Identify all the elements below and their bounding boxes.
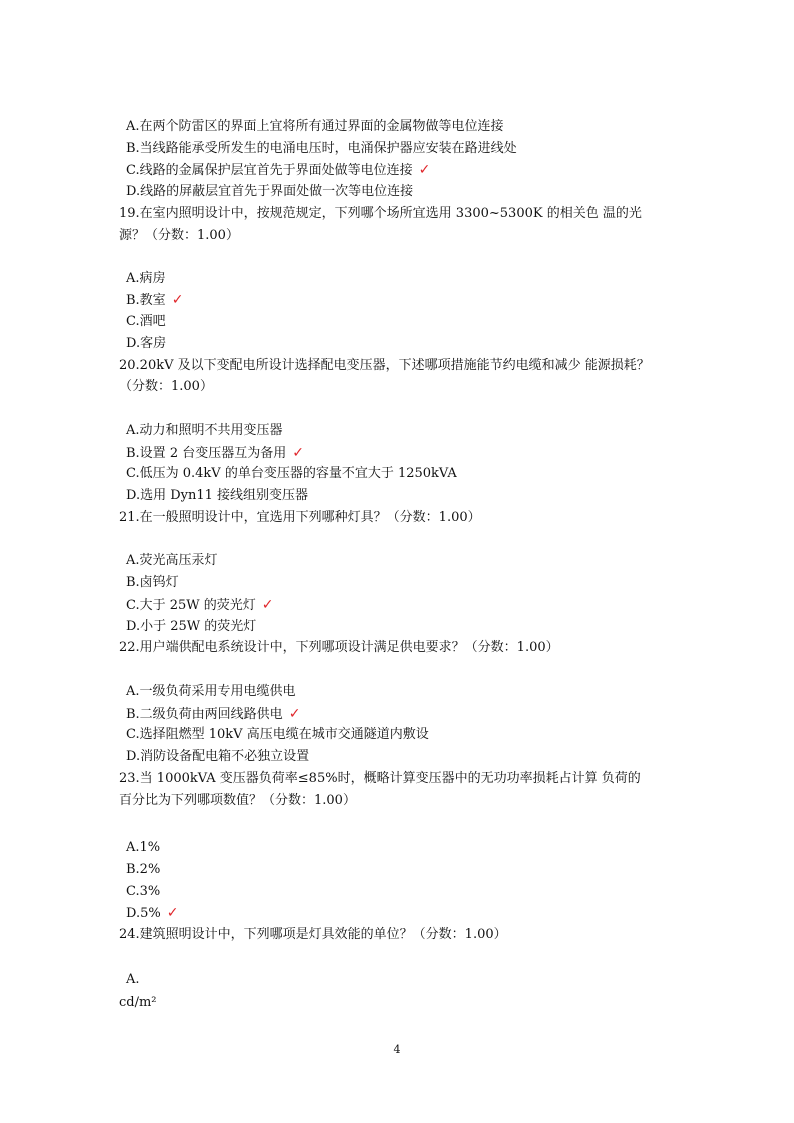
q24-option-a-label: A. bbox=[126, 972, 140, 987]
q23-question-line1: 23.当 1000kVA 变压器负荷率≤85%时，概略计算变压器中的无功功率损耗占计算 负荷的 bbox=[119, 771, 641, 786]
q19-question-line2: 源？（分数：1.00） bbox=[119, 228, 239, 243]
q23-option-a: A.1% bbox=[126, 840, 161, 855]
q23-option-b: B.2% bbox=[126, 862, 161, 877]
q22-option-d: D.消防设备配电箱不必独立设置 bbox=[126, 749, 310, 764]
q18-option-b: B.当线路能承受所发生的电涌电压时，电涌保护器应安装在路进线处 bbox=[126, 141, 517, 156]
q22-option-a: A.一级负荷采用专用电缆供电 bbox=[126, 684, 296, 699]
q19-option-a: A.病房 bbox=[126, 271, 166, 286]
q23-option-d: D.5% ✓ bbox=[126, 905, 179, 921]
q19-option-c: C.酒吧 bbox=[126, 314, 166, 329]
check-mark-icon: ✓ bbox=[261, 597, 274, 613]
q21-option-d: D.小于 25W 的荧光灯 bbox=[126, 619, 257, 634]
q20-option-a: A.动力和照明不共用变压器 bbox=[126, 423, 283, 438]
q18-option-d: D.线路的屏蔽层宜首先于界面处做一次等电位连接 bbox=[126, 184, 414, 199]
q23-question-line2: 百分比为下列哪项数值？（分数：1.00） bbox=[119, 793, 356, 808]
q20-option-b: B.设置 2 台变压器互为备用 ✓ bbox=[126, 445, 304, 461]
q22-question-line1: 22.用户端供配电系统设计中，下列哪项设计满足供电要求？（分数：1.00） bbox=[119, 640, 559, 655]
q19-question-line1: 19.在室内照明设计中，按规范规定，下列哪个场所宜选用 3300~5300K 的相关色 温的光 bbox=[119, 206, 642, 221]
q19-option-b: B.教室 ✓ bbox=[126, 292, 184, 308]
q20-question-line2: （分数：1.00） bbox=[119, 379, 213, 394]
q24-option-a-value: cd/m² bbox=[119, 995, 157, 1010]
q21-option-b: B.卤钨灯 bbox=[126, 575, 179, 590]
q23-option-c: C.3% bbox=[126, 884, 161, 899]
q20-option-d: D.选用 Dyn11 接线组别变压器 bbox=[126, 488, 309, 503]
q20-question-line1: 20.20kV 及以下变配电所设计选择配电变压器，下述哪项措施能节约电缆和减少 能源损耗？ bbox=[119, 358, 650, 373]
q18-option-c: C.线路的金属保护层宜首先于界面处做等电位连接 ✓ bbox=[126, 162, 431, 178]
check-mark-icon: ✓ bbox=[166, 905, 179, 921]
q21-option-c: C.大于 25W 的荧光灯 ✓ bbox=[126, 597, 274, 613]
q18-option-a: A.在两个防雷区的界面上宜将所有通过界面的金属物做等电位连接 bbox=[126, 119, 504, 134]
q22-option-b: B.二级负荷由两回线路供电 ✓ bbox=[126, 706, 301, 722]
q22-option-c: C.选择阻燃型 10kV 高压电缆在城市交通隧道内敷设 bbox=[126, 727, 429, 742]
check-mark-icon: ✓ bbox=[292, 445, 304, 461]
page-number: 4 bbox=[393, 1043, 401, 1056]
check-mark-icon: ✓ bbox=[288, 706, 301, 722]
q21-question-line1: 21.在一般照明设计中，宜选用下列哪种灯具？（分数：1.00） bbox=[119, 510, 481, 525]
q24-question-line1: 24.建筑照明设计中，下列哪项是灯具效能的单位？（分数：1.00） bbox=[119, 927, 507, 942]
q20-option-c: C.低压为 0.4kV 的单台变压器的容量不宜大于 1250kVA bbox=[126, 466, 457, 481]
q21-option-a: A.荧光高压汞灯 bbox=[126, 553, 218, 568]
check-mark-icon: ✓ bbox=[171, 292, 184, 308]
q19-option-d: D.客房 bbox=[126, 336, 167, 351]
check-mark-icon: ✓ bbox=[418, 162, 431, 178]
